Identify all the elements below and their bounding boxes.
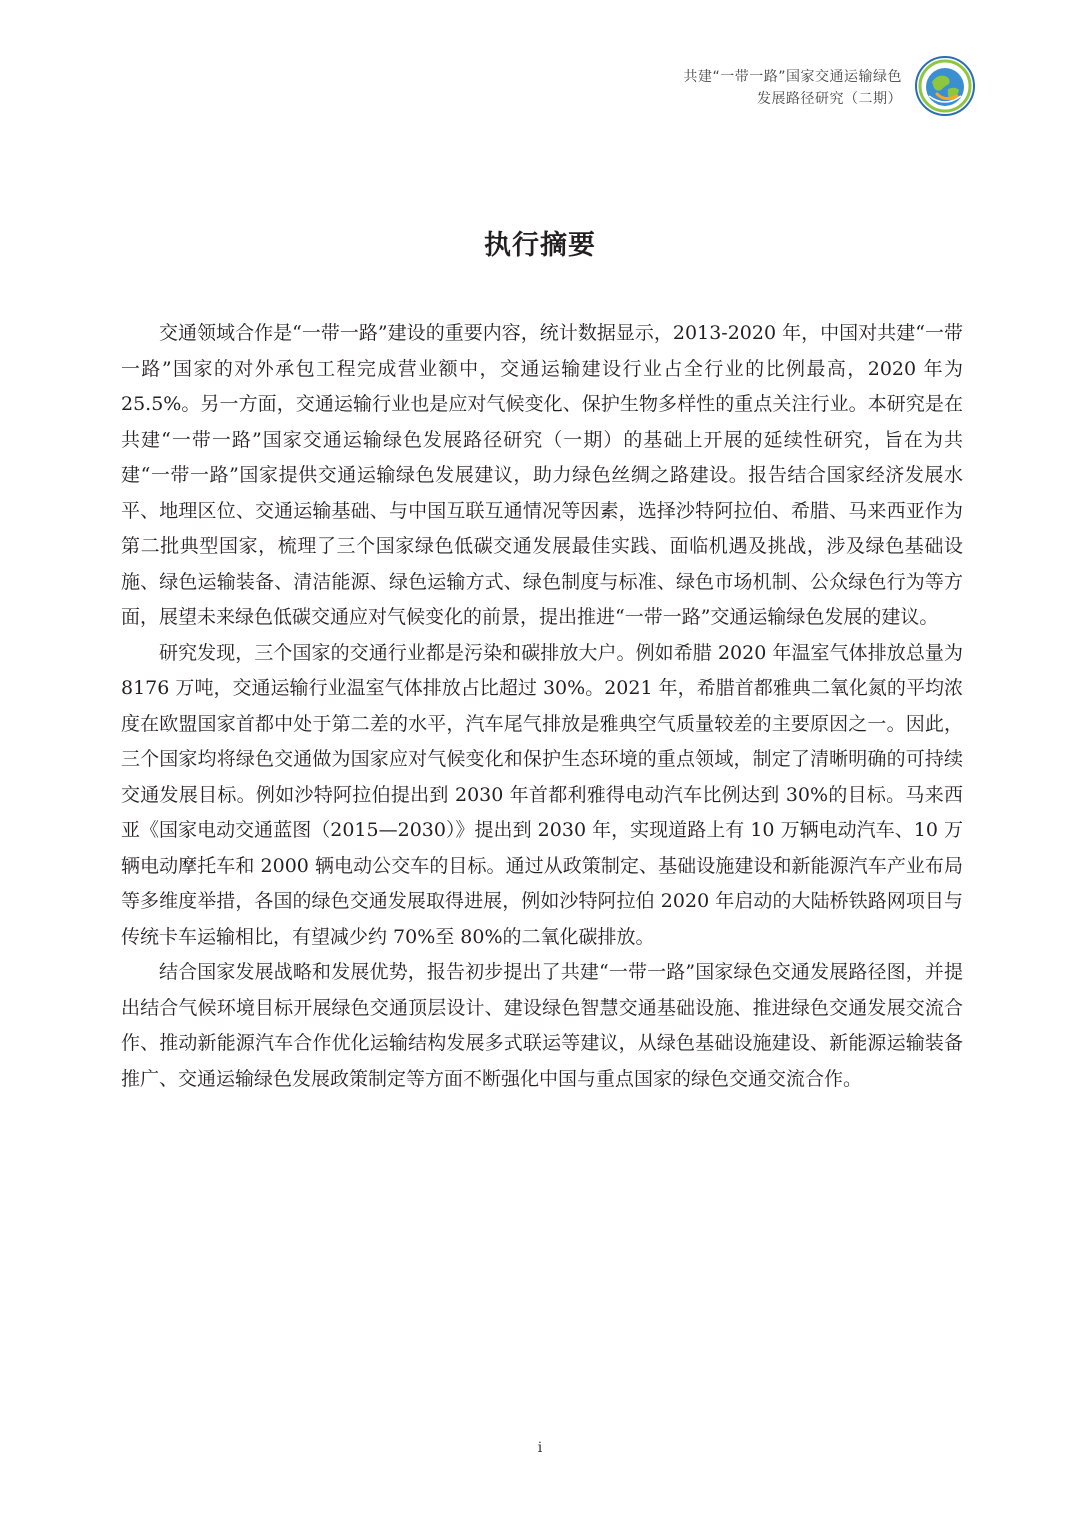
summary-body [121, 316, 963, 1097]
paragraph-2: 研究发现，三个国家的交通行业都是污染和碳排放大户。例如希腊 2020 年温室气体排放总量为 8176 万吨，交通运输行业温室气体排放占比超过 30%。2021 年，希腊首都雅典二氧化氮的平均浓度在欧盟国家首都中处于第二差的水平，汽车尾气排放是雅典空气质量较差的主要原因之一。因此，三个国家均将绿色交通做为国家应对气候变化和保护生态环境的重点领域，制定了清晰明确的可持续交通发展目标。例如沙特阿拉伯提出到 2030 年首都利雅得电动汽车比例达到 30%的目标。马来西亚《国家电动交通蓝图（2015—2030）》提出到 2030 年，实现道路上有 10 万辆电动汽车、10 万辆电动摩托车和 2000 辆电动公交车的目标。通过从政策制定、基础设施建设和新能源汽车产业布局等多维度举措，各国的绿色交通发展取得进展，例如沙特阿拉伯 2020 年启动的大陆桥铁路网项目与传统卡车运输相比，有望减少约 70%至 80%的二氧化碳排放。 [121, 641, 963, 948]
header-line-2: 发展路径研究（二期） [757, 91, 902, 107]
globe-emblem-icon [915, 56, 975, 116]
paragraph-1: 交通领域合作是“一带一路”建设的重要内容，统计数据显示，2013-2020 年，中国对共建“一带一路”国家的对外承包工程完成营业额中，交通运输建设行业占全行业的比例最高，2020 年为 25.5%。另一方面，交通运输行业也是应对气候变化、保护生物多样性的重点关注行业。本研究是在共建“一带一路”国家交通运输绿色发展路径研究（一期）的基础上开展的延续性研究，旨在为共建“一带一路”国家提供交通运输绿色发展建议，助力绿色丝绸之路建设。报告结合国家经济发展水平、地理区位、交通运输基础、与中国互联互通情况等因素，选择沙特阿拉伯、希腊、马来西亚作为第二批典型国家，梳理了三个国家绿色低碳交通发展最佳实践、面临机遇及挑战，涉及绿色基础设施、绿色运输装备、清洁能源、绿色运输方式、绿色制度与标准、绿色市场机制、公众绿色行为等方面，展望未来绿色低碳交通应对气候变化的前景，提出推进“一带一路”交通运输绿色发展的建议。 [121, 322, 963, 628]
running-header [683, 66, 902, 110]
header-line-1: 共建“一带一路”国家交通运输绿色 [683, 69, 902, 85]
page-number: i [537, 1440, 543, 1456]
paragraph-3: 结合国家发展战略和发展优势，报告初步提出了共建“一带一路”国家绿色交通发展路径图，并提出结合气候环境目标开展绿色交通顶层设计、建设绿色智慧交通基础设施、推进绿色交通发展交流合作、推动新能源汽车合作优化运输结构发展多式联运等建议，从绿色基础设施建设、新能源运输装备推广、交通运输绿色发展政策制定等方面不断强化中国与重点国家的绿色交通交流合作。 [121, 961, 963, 1090]
page-title: 执行摘要 [484, 230, 596, 261]
